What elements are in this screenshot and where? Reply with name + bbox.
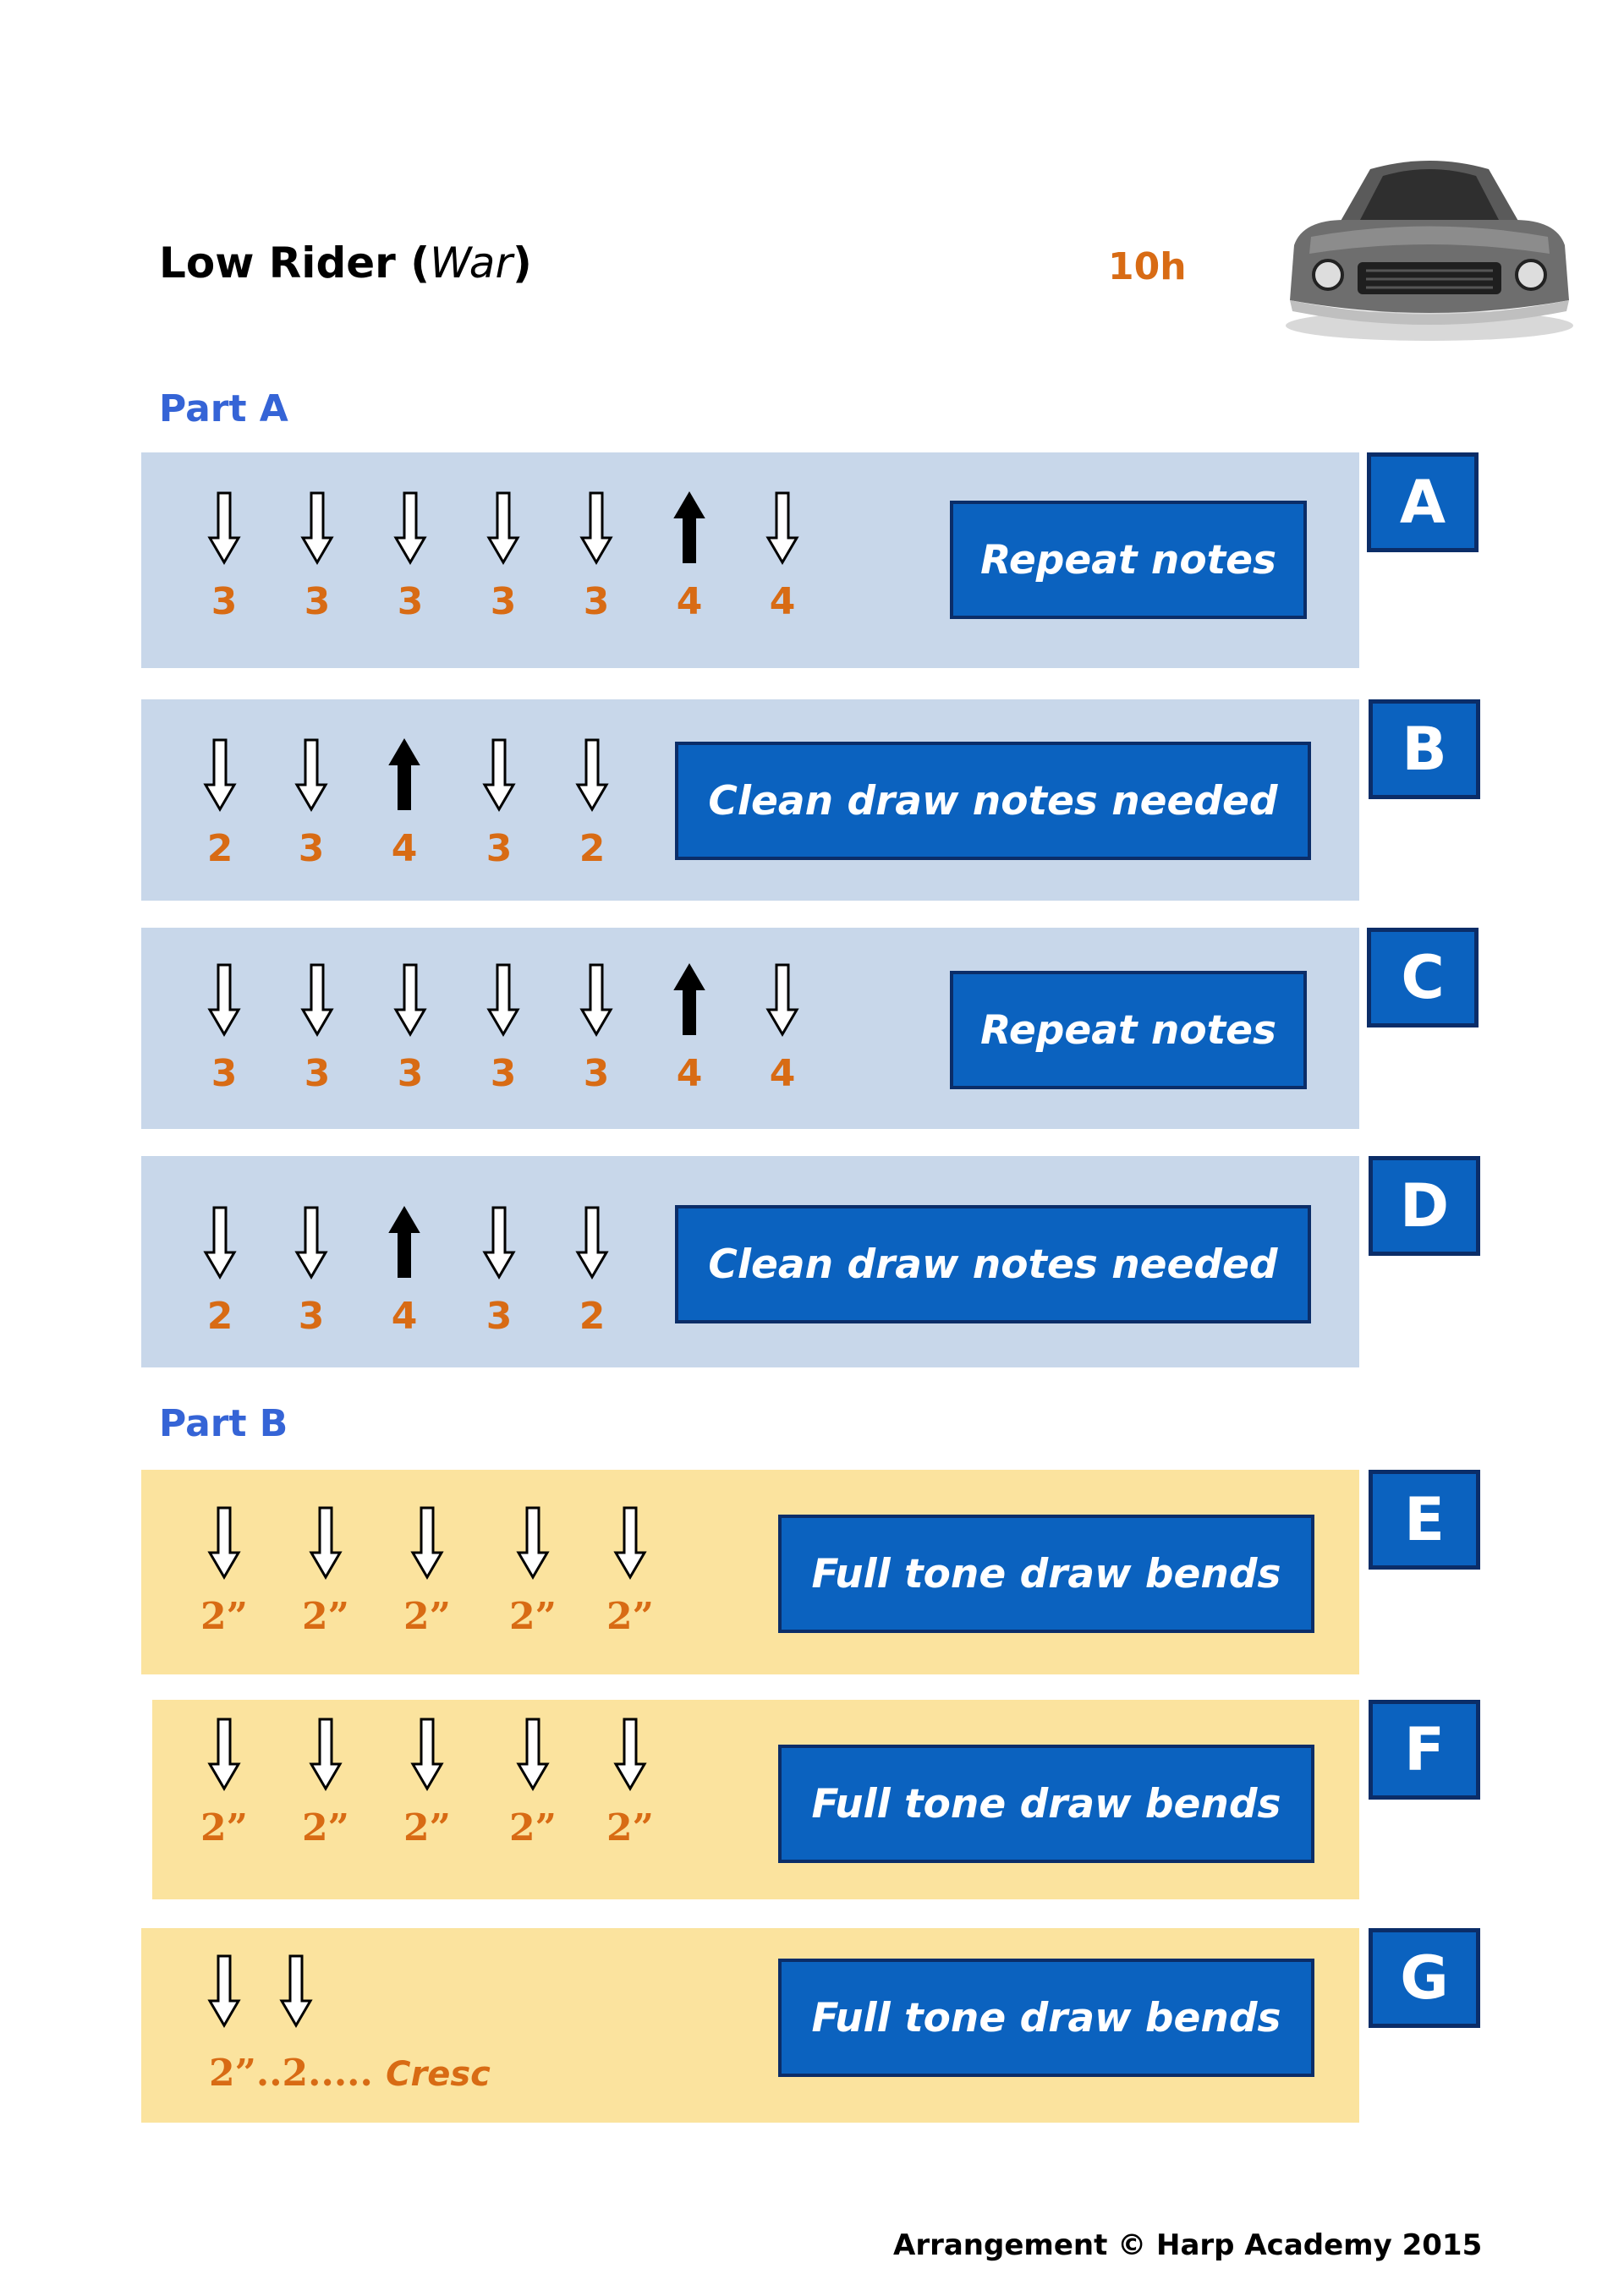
note-a-5	[562, 490, 630, 623]
draw-arrow-icon	[765, 490, 799, 565]
note-a-4	[469, 490, 537, 623]
draw-arrow-icon	[486, 490, 520, 565]
note-d-3	[370, 1205, 438, 1338]
hole-number: 2”	[200, 1806, 248, 1849]
draw-arrow-icon	[309, 1717, 343, 1791]
hole-number: 3	[486, 827, 513, 870]
hole-number: 3	[490, 580, 517, 623]
hole-number: 3	[583, 580, 610, 623]
song-title	[159, 238, 532, 288]
note-b-4	[465, 737, 533, 870]
hole-number: 2”	[403, 1806, 451, 1849]
note-e-4	[499, 1505, 567, 1638]
draw-arrow-icon	[207, 962, 241, 1037]
draw-arrow-icon	[482, 1205, 516, 1280]
hole-number: 2”	[606, 1806, 654, 1849]
callout-row-f: Full tone draw bends	[778, 1745, 1314, 1863]
note-c-3	[376, 962, 444, 1095]
draw-arrow-icon	[393, 962, 427, 1037]
hole-number: 2”	[509, 1806, 557, 1849]
note-g-2	[262, 1954, 330, 2028]
hole-number: 2”	[606, 1595, 654, 1638]
part-a-label: Part A	[159, 387, 288, 430]
song-name: Low Rider	[159, 238, 396, 288]
hole-number: 4	[391, 827, 418, 870]
callout-row-g: Full tone draw bends	[778, 1959, 1314, 2077]
row-badge-g: G	[1369, 1928, 1480, 2028]
title-open-paren: (	[410, 238, 431, 288]
hole-number: 4	[676, 1052, 703, 1095]
note-f-1	[190, 1717, 258, 1849]
note-g-1	[190, 1954, 258, 2028]
note-c-7	[749, 962, 816, 1095]
hole-number: 3	[211, 1052, 238, 1095]
note-a-6	[656, 490, 723, 623]
draw-arrow-icon	[410, 1505, 444, 1580]
draw-arrow-icon	[207, 1717, 241, 1791]
callout-row-c: Repeat notes	[950, 971, 1307, 1089]
draw-arrow-icon	[482, 737, 516, 812]
hole-number: 3	[486, 1295, 513, 1338]
draw-arrow-icon	[579, 962, 613, 1037]
hole-number: 3	[304, 580, 331, 623]
draw-arrow-icon	[207, 490, 241, 565]
row-g-dynamic: Cresc	[386, 2055, 491, 2094]
draw-arrow-icon	[393, 490, 427, 565]
note-b-3	[370, 737, 438, 870]
hole-number: 3	[397, 580, 424, 623]
draw-arrow-icon	[516, 1505, 550, 1580]
note-a-7	[749, 490, 816, 623]
draw-arrow-icon	[765, 962, 799, 1037]
draw-arrow-icon	[294, 737, 328, 812]
draw-arrow-icon	[575, 737, 609, 812]
note-f-3	[393, 1717, 461, 1849]
note-a-1	[190, 490, 258, 623]
note-b-1	[186, 737, 254, 870]
harp-key: 10h	[1108, 245, 1187, 288]
draw-arrow-icon	[279, 1954, 313, 2028]
hole-number: 4	[769, 1052, 796, 1095]
row-g-sequence	[209, 2052, 491, 2095]
draw-arrow-icon	[579, 490, 613, 565]
draw-arrow-icon	[207, 1505, 241, 1580]
title-close-paren: )	[513, 238, 532, 288]
row-badge-e: E	[1369, 1470, 1480, 1570]
footer-copyright: Arrangement © Harp Academy 2015	[893, 2228, 1483, 2262]
note-a-2	[283, 490, 351, 623]
note-d-2	[277, 1205, 345, 1338]
note-e-3	[393, 1505, 461, 1638]
draw-arrow-icon	[207, 1954, 241, 2028]
row-badge-b: B	[1369, 699, 1480, 799]
hole-number: 2”	[200, 1595, 248, 1638]
hole-number: 3	[583, 1052, 610, 1095]
draw-arrow-icon	[300, 490, 334, 565]
note-c-6	[656, 962, 723, 1095]
note-e-2	[292, 1505, 359, 1638]
hole-number: 3	[304, 1052, 331, 1095]
hole-number: 2”	[403, 1595, 451, 1638]
blow-arrow-icon	[387, 737, 421, 812]
callout-row-d: Clean draw notes needed	[675, 1205, 1311, 1323]
hole-number: 2	[206, 1295, 233, 1338]
row-badge-d: D	[1369, 1156, 1480, 1256]
draw-arrow-icon	[613, 1717, 647, 1791]
draw-arrow-icon	[203, 1205, 237, 1280]
row-badge-c: C	[1367, 928, 1479, 1027]
draw-arrow-icon	[294, 1205, 328, 1280]
hole-number: 3	[298, 827, 325, 870]
draw-arrow-icon	[516, 1717, 550, 1791]
note-a-3	[376, 490, 444, 623]
note-c-5	[562, 962, 630, 1095]
draw-arrow-icon	[486, 962, 520, 1037]
blow-arrow-icon	[672, 962, 706, 1037]
note-d-4	[465, 1205, 533, 1338]
hole-number: 4	[769, 580, 796, 623]
callout-row-b: Clean draw notes needed	[675, 742, 1311, 860]
note-c-4	[469, 962, 537, 1095]
draw-arrow-icon	[300, 962, 334, 1037]
draw-arrow-icon	[613, 1505, 647, 1580]
callout-row-a: Repeat notes	[950, 501, 1307, 619]
note-b-5	[558, 737, 626, 870]
note-d-1	[186, 1205, 254, 1338]
note-f-5	[596, 1717, 664, 1849]
hole-number: 2	[206, 827, 233, 870]
note-f-4	[499, 1717, 567, 1849]
hole-number: 2”	[302, 1595, 349, 1638]
artist-name: War	[430, 238, 513, 288]
draw-arrow-icon	[575, 1205, 609, 1280]
car-image	[1277, 135, 1582, 347]
note-c-2	[283, 962, 351, 1095]
draw-arrow-icon	[410, 1717, 444, 1791]
hole-number: 4	[391, 1295, 418, 1338]
note-b-2	[277, 737, 345, 870]
draw-arrow-icon	[309, 1505, 343, 1580]
hole-number: 3	[298, 1295, 325, 1338]
callout-row-e: Full tone draw bends	[778, 1515, 1314, 1633]
note-d-5	[558, 1205, 626, 1338]
note-e-5	[596, 1505, 664, 1638]
note-e-1	[190, 1505, 258, 1638]
blow-arrow-icon	[387, 1205, 421, 1280]
hole-number: 2	[579, 827, 606, 870]
hole-number: 2	[579, 1295, 606, 1338]
part-b-label: Part B	[159, 1402, 288, 1445]
draw-arrow-icon	[203, 737, 237, 812]
hole-number: 3	[397, 1052, 424, 1095]
note-c-1	[190, 962, 258, 1095]
note-f-2	[292, 1717, 359, 1849]
row-badge-f: F	[1369, 1700, 1480, 1800]
blow-arrow-icon	[672, 490, 706, 565]
hole-number: 4	[676, 580, 703, 623]
hole-number: 2”	[509, 1595, 557, 1638]
hole-number: 2”	[302, 1806, 349, 1849]
hole-number: 3	[211, 580, 238, 623]
row-badge-a: A	[1367, 452, 1479, 552]
row-g-sequence-text: 2”..2.....	[209, 2052, 373, 2095]
hole-number: 3	[490, 1052, 517, 1095]
